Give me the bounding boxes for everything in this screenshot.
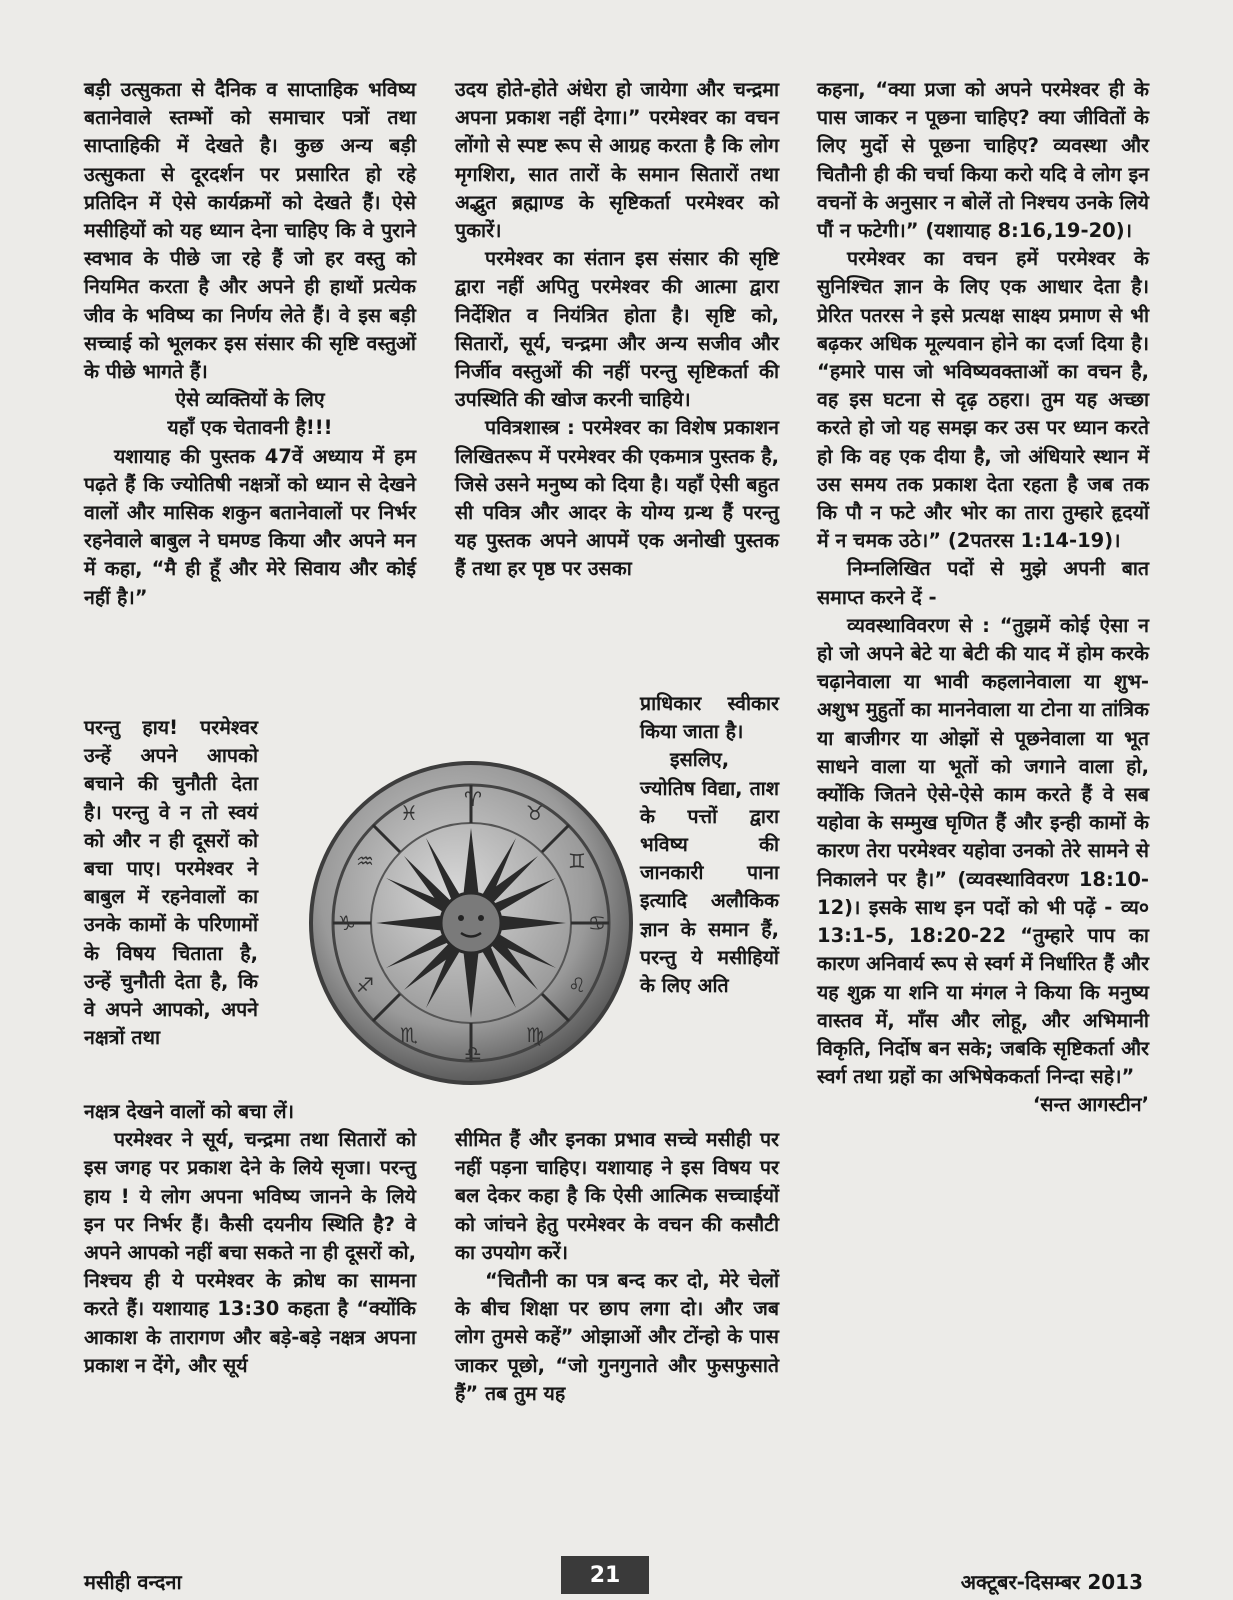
paragraph: परमेश्वर का वचन हमें परमेश्वर के सुनिश्चित ज्ञान के लिए एक आधार देता है। प्रेरित पतरस ने इसे प्रत्यक्ष साक्ष्य प्रमाण से भी बढ़कर अधिक मूल्यवान होने का दर्जा दिया है। “हमारे पास जो भविष्यवक्ताओं का वचन है, वह इस घटना से दृढ़ ठहरा। तुम यह अच्छा करते हो जो यह समझ कर उस पर ध्यान करते हो कि वह एक दीया है, जो अंधियारे स्थान में उस समय तक प्रकाश देता रहता है जब तक कि पौ न फटे और भोर का तारा तुम्हारे हृदयों में न चमक उठे।” (2पतरस 1:14-19)। bbox=[817, 247, 1149, 553]
magazine-name: मसीही वन्दना bbox=[84, 1570, 182, 1594]
column-1-lower bbox=[84, 1100, 416, 1380]
paragraph: यशायाह की पुस्तक 47वें अध्याय में हम पढ़ते हैं कि ज्योतिषी नक्षत्रों को ध्यान से देखने वालों और मासिक शकुन बतानेवालों पर निर्भर रहनेवाले बाबुल ने घमण्ड किया और अपने मन में कहा, “मै ही हूँ और मेरे सिवाय और कोई नहीं है।” bbox=[84, 444, 416, 609]
paragraph: उदय होते-होते अंधेरा हो जायेगा और चन्द्रमा अपना प्रकाश नहीं देगा।” परमेश्वर का वचन लोंगो से स्पष्ट रूप से आग्रह करता है कि लोग मृगशिरा, सात तारों के समान सितारों तथा अद्भुत ब्रह्माण्ड के सृष्टिकर्ता परमेश्वर को पुकारें। bbox=[455, 78, 779, 243]
svg-text:♓: ♓ bbox=[400, 801, 418, 825]
paragraph: प्राधिकार स्वीकार किया जाता है। bbox=[640, 692, 779, 744]
column-1-upper bbox=[84, 76, 416, 612]
svg-text:♊: ♊ bbox=[568, 849, 586, 873]
paragraph: नक्षत्र देखने वालों को बचा लें। bbox=[84, 1100, 295, 1123]
column-2-lower bbox=[455, 1126, 779, 1408]
column-3 bbox=[817, 76, 1149, 1120]
svg-text:♏: ♏ bbox=[400, 1023, 418, 1047]
paragraph: परमेश्वर का संतान इस संसार की सृष्टि द्वारा नहीं अपितु परमेश्वर की आत्मा द्वारा निर्देशित व नियंत्रित होता है। सृष्टि को, सितारों, सूर्य, चन्द्रमा और अन्य सजीव और निर्जीव वस्तुओं की नहीं परन्तु सृष्टिकर्ता की उपस्थिति की खोज करनी चाहिये। bbox=[455, 247, 779, 412]
paragraph: परन्तु हाय! परमेश्वर उन्हें अपने आपको बचाने की चुनौती देता है। परन्तु वे न तो स्वयं को और न ही दूसरों को बचा पाए। परमेश्वर ने बाबुल में रहनेवालों का उनके कामों के परिणामों के विषय चिताता है, उन्हें चुनौती देता है, कि वे अपने आपको, अपने नक्षत्रों तथा bbox=[84, 716, 258, 1050]
svg-text:♑: ♑ bbox=[338, 911, 356, 935]
warning-heading-line-2: यहाँ एक चेतावनी है!!! bbox=[167, 416, 333, 440]
svg-text:♌: ♌ bbox=[568, 973, 586, 997]
warning-heading-line-1: ऐसे व्यक्तियों के लिए bbox=[175, 388, 325, 412]
svg-text:♈: ♈ bbox=[464, 787, 482, 811]
paragraph: “चितौनी का पत्र बन्द कर दो, मेरे चेलों के बीच शिक्षा पर छाप लगा दो। और जब लोग तुमसे कहें” ओझाओं और टोंन्हो के पास जाकर पूछो, “जो गुनगुनाते और फुसफुसाते हैं” तब तुम यह bbox=[455, 1269, 779, 1405]
paragraph: बड़ी उत्सुकता से दैनिक व साप्ताहिक भविष्य बतानेवाले स्तम्भों को समाचार पत्रों तथा साप्ताहिकी में देखते है। कुछ अन्य बड़ी उत्सुकता से दूरदर्शन पर प्रसारित हो रहे प्रतिदिन में ऐसे कार्यक्रमों को देखते हैं। ऐसे मसीहियों को यह ध्यान देना चाहिए कि वे पुराने स्वभाव के पीछे जा रहे हैं जो हर वस्तु को नियमित करता है और अपने ही हाथों प्रत्येक जीव के भविष्य का निर्णय लेते हैं। वे इस बड़ी सच्चाई को भूलकर इस संसार की सृष्टि वस्तुओं के पीछे भागते हैं। bbox=[84, 78, 416, 384]
svg-text:♍: ♍ bbox=[526, 1023, 544, 1047]
paragraph: कहना, “क्या प्रजा को अपने परमेश्वर ही के पास जाकर न पूछना चाहिए? क्या जीवितों के लिए मुर्दो से पूछना चाहिए? व्यवस्था और चितौनी ही की चर्चा किया करो यदि वे लोग इन वचनों के अनुसार न बोलें तो निश्चय उनके लिये पौं न फटेगी।” (यशायाह 8:16,19-20)। bbox=[817, 78, 1149, 243]
column-1-wrapped-text bbox=[84, 714, 258, 1052]
paragraph: व्यवस्थाविवरण से : “तुझमें कोई ऐसा न हो जो अपने बेटे या बेटी की याद में होम करके चढ़ानेवाला या भावी कहलानेवाला या शुभ-अशुभ मुहुर्तो का माननेवाला या टोना या तांत्रिक या बाजीगर या ओझों से पूछनेवाला या भूत साधने वाला या भूतों को जगाने वाला हो, क्योंकि जितने ऐसे-ऐसे काम करते हैं वे सब यहोवा के सम्मुख घृणित हैं और इन्ही कामों के कारण तेरा परमेश्वर यहोवा उनको तेरे सामने से निकालने पर है।” (व्यवस्थाविवरण 18:10-12)। इसके साथ इन पदों को भी पढ़ें - व्य० 13:1-5, 18:20-22 “तुम्हारे पाप का कारण अनिवार्य रूप से स्वर्ग में निर्धारित हैं और यह शुक्र या शनि या मंगल ने किया कि मनुष्य वास्तव में, माँस और लोहू, और अभिमानी विकृति, निर्दोष बन सके; जबकि सृष्टिकर्ता और स्वर्ग तथा ग्रहों का अभिषेककर्ता निन्दा सहे।” bbox=[817, 613, 1149, 1089]
svg-text:♉: ♉ bbox=[526, 801, 544, 825]
paragraph: निम्नलिखित पदों से मुझे अपनी बात समाप्त करने दें - bbox=[817, 557, 1149, 609]
issue-date: अक्टूबर-दिसम्बर 2013 bbox=[960, 1570, 1143, 1594]
paragraph: सीमित हैं और इनका प्रभाव सच्चे मसीही पर नहीं पड़ना चाहिए। यशायाह ने इस विषय पर बल देकर कहा है कि ऐसी आत्मिक सच्चाईयों को जांचने हेतु परमेश्वर के वचन की कसौटी का उपयोग करें। bbox=[455, 1128, 779, 1264]
page-number: 21 bbox=[561, 1556, 649, 1594]
zodiac-sun-medallion-icon bbox=[306, 758, 636, 1088]
paragraph: पवित्रशास्त्र : परमेश्वर का विशेष प्रकाशन लिखितरूप में परमेश्वर की एकमात्र पुस्तक है, जिसे उसने मनुष्य को दिया है। यहाँ ऐसी बहुत सी पवित्र और आदर के योग्य ग्रन्थ हैं परन्तु यह पुस्तक अपने आपमें एक अनोखी पुस्तक हैं तथा हर पृष्ठ पर उसका bbox=[455, 416, 779, 581]
paragraph: परमेश्वर ने सूर्य, चन्द्रमा तथा सितारों को इस जगह पर प्रकाश देने के लिये सृजा। परन्तु हाय ! ये लोग अपना भविष्य जानने के लिये इन पर निर्भर हैं। कैसी दयनीय स्थिति है? वे अपने आपको नहीं बचा सकते ना ही दूसरों को, निश्चय ही ये परमेश्वर के क्रोध का सामना करते हैं। यशायाह 13:30 कहता है “क्योंकि आकाश के तारागण और बड़े-बड़े नक्षत्र अपना प्रकाश न देंगे, और सूर्य bbox=[84, 1128, 416, 1377]
svg-text:♐: ♐ bbox=[356, 973, 374, 997]
author-signature: ‘सन्त आगस्टीन’ bbox=[1032, 1093, 1149, 1117]
column-2-upper bbox=[455, 76, 779, 584]
svg-text:♒: ♒ bbox=[356, 849, 374, 873]
svg-text:♋: ♋ bbox=[588, 911, 606, 935]
column-2-wrapped-text bbox=[640, 690, 779, 1000]
paragraph: इसलिए, ज्योतिष विद्या, ताश के पत्तों द्वारा भविष्य की जानकारी पाना इत्यादि अलौकिक ज्ञान के समान हैं, परन्तु ये मसीहियों के लिए अति bbox=[640, 748, 779, 998]
svg-text:♎: ♎ bbox=[464, 1041, 482, 1065]
